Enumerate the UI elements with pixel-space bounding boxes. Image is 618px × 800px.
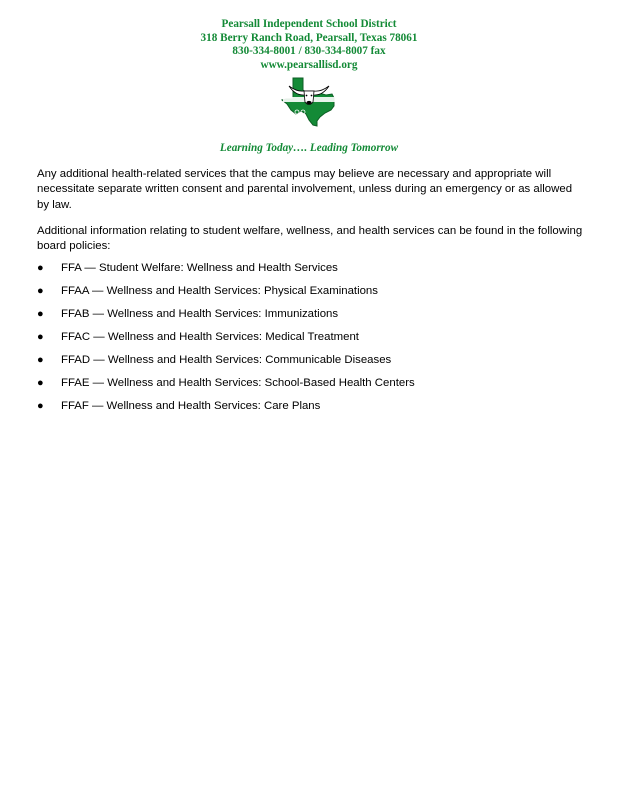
policy-text: FFA — Student Welfare: Wellness and Health Services bbox=[61, 262, 338, 274]
list-item bbox=[37, 399, 585, 422]
consent-paragraph: Any additional health-related services that the campus may believe are necessary and appropriate will necessitate separate written consent and parental involvement, unless during an emergency or as allowed by law. bbox=[37, 168, 573, 211]
list-item bbox=[37, 376, 585, 399]
letterhead bbox=[0, 18, 618, 72]
bullet-icon: ● bbox=[37, 400, 44, 412]
tagline: Learning Today…. Leading Tomorrow bbox=[219, 142, 399, 154]
policy-text: FFAA — Wellness and Health Services: Physical Examinations bbox=[61, 285, 378, 297]
bullet-icon: ● bbox=[37, 262, 44, 274]
district-name: Pearsall Independent School District bbox=[221, 18, 397, 30]
bullet-icon: ● bbox=[37, 354, 44, 366]
phone-fax: 830-334-8001 / 830-334-8007 fax bbox=[232, 45, 386, 57]
policy-text: FFAF — Wellness and Health Services: Care Plans bbox=[61, 400, 321, 412]
board-policies-intro: Additional information relating to student welfare, wellness, and health services can be found in the following board policies: bbox=[37, 225, 583, 253]
list-item bbox=[37, 261, 585, 284]
policy-text: FFAC — Wellness and Health Services: Medical Treatment bbox=[61, 331, 359, 343]
bullet-icon: ● bbox=[37, 331, 44, 343]
bullet-icon: ● bbox=[37, 377, 44, 389]
district-address: 318 Berry Ranch Road, Pearsall, Texas 78061 bbox=[200, 31, 418, 44]
policy-list bbox=[37, 261, 585, 422]
website-link[interactable]: www.pearsallisd.org bbox=[260, 58, 358, 71]
list-item bbox=[37, 284, 585, 307]
policy-text: FFAD — Wellness and Health Services: Communicable Diseases bbox=[61, 354, 392, 366]
list-item bbox=[37, 353, 585, 376]
policy-text: FFAB — Wellness and Health Services: Immunizations bbox=[61, 308, 339, 320]
policy-text: FFAE — Wellness and Health Services: School-Based Health Centers bbox=[61, 377, 415, 389]
list-item bbox=[37, 330, 585, 353]
bullet-icon: ● bbox=[37, 285, 44, 297]
texas-longhorn-logo-icon bbox=[279, 76, 339, 128]
bullet-icon: ● bbox=[37, 308, 44, 320]
list-item bbox=[37, 307, 585, 330]
